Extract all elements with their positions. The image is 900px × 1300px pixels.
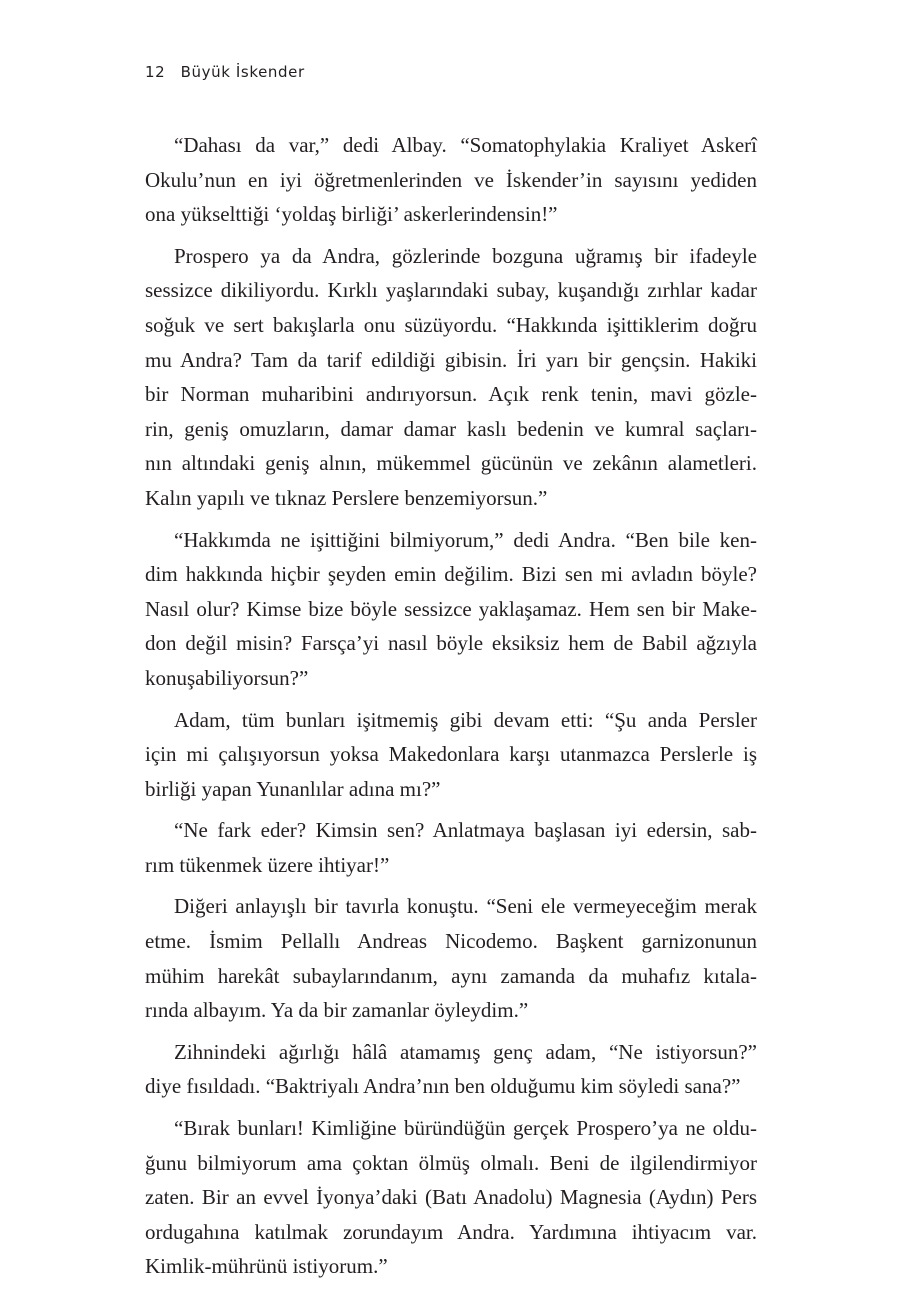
text-line: dim hakkında hiçbir şeyden emin değilim. Bizi sen mi avladın böyle? bbox=[145, 562, 757, 587]
text-line: ğunu bilmiyorum ama çoktan ölmüş olmalı. Beni de ilgilendirmiyor bbox=[145, 1150, 757, 1175]
body-text bbox=[145, 128, 757, 1291]
running-head bbox=[145, 63, 305, 81]
text-line: bir Norman muharibini andırıyorsun. Açık renk tenin, mavi gözle- bbox=[145, 382, 757, 407]
paragraph bbox=[145, 889, 757, 1027]
text-line: Nasıl olur? Kimse bize böyle sessizce yaklaşamaz. Hem sen bir Make- bbox=[145, 596, 757, 621]
text-line: Zihnindeki ağırlığı hâlâ atamamış genç adam, “Ne istiyorsun?” bbox=[174, 1039, 757, 1064]
text-line: mühim harekât subaylarındanım, aynı zamanda da muhafız kıtala- bbox=[145, 963, 757, 988]
text-line: zaten. Bir an evvel İyonya’daki (Batı Anadolu) Magnesia (Aydın) Pers bbox=[145, 1185, 757, 1210]
paragraph bbox=[145, 703, 757, 807]
text-line: “Ne fark eder? Kimsin sen? Anlatmaya başlasan iyi edersin, sab- bbox=[174, 818, 757, 843]
text-line: rım tükenmek üzere ihtiyar!” bbox=[145, 852, 390, 877]
text-line: Kalın yapılı ve tıknaz Perslere benzemiyorsun.” bbox=[145, 485, 548, 510]
paragraph bbox=[145, 128, 757, 232]
text-line: “Hakkımda ne işittiğini bilmiyorum,” dedi Andra. “Ben bile ken- bbox=[174, 527, 757, 552]
text-line: rin, geniş omuzların, damar damar kaslı bedenin ve kumral saçları- bbox=[145, 416, 757, 441]
text-line: Adam, tüm bunları işitmemiş gibi devam etti: “Şu anda Persler bbox=[174, 707, 757, 732]
text-line: ona yükselttiği ‘yoldaş birliği’ askerlerindensin!” bbox=[145, 202, 558, 227]
text-line: etme. İsmim Pellallı Andreas Nicodemo. Başkent garnizonunun bbox=[145, 929, 757, 954]
text-line: ordugahına katılmak zorundayım Andra. Yardımına ihtiyacım var. bbox=[145, 1219, 757, 1244]
text-line: mu Andra? Tam da tarif edildiği gibisin. İri yarı bir gençsin. Hakiki bbox=[145, 347, 757, 372]
text-line: diye fısıldadı. “Baktriyalı Andra’nın ben olduğumu kim söyledi sana?” bbox=[145, 1074, 741, 1099]
text-line: soğuk ve sert bakışlarla onu süzüyordu. “Hakkında işittiklerim doğru bbox=[145, 312, 757, 337]
text-line: rında albayım. Ya da bir zamanlar öyleydim.” bbox=[145, 998, 529, 1023]
text-line: konuşabiliyorsun?” bbox=[145, 665, 309, 690]
text-line: birliği yapan Yunanlılar adına mı?” bbox=[145, 776, 441, 801]
text-line: Kimlik-mührünü istiyorum.” bbox=[145, 1254, 388, 1279]
text-line: “Dahası da var,” dedi Albay. “Somatophylakia Kraliyet Askerî bbox=[174, 133, 757, 157]
text-line: Prospero ya da Andra, gözlerinde bozguna uğramış bir ifadeyle bbox=[174, 243, 757, 268]
text-line: don değil misin? Farsça’yi nasıl böyle eksiksiz hem de Babil ağzıyla bbox=[145, 631, 757, 656]
text-line: Diğeri anlayışlı bir tavırla konuştu. “Seni ele vermeyeceğim merak bbox=[174, 894, 757, 919]
text-line: Okulu’nun en iyi öğretmenlerinden ve İskender’in sayısını yediden bbox=[145, 167, 757, 192]
text-line: için mi çalışıyorsun yoksa Makedonlara karşı utanmazca Perslerle iş bbox=[145, 742, 757, 767]
text-line: nın altındaki geniş alnın, mükemmel gücünün ve zekânın alametleri. bbox=[145, 451, 757, 476]
text-line: “Bırak bunları! Kimliğine büründüğün gerçek Prospero’ya ne oldu- bbox=[174, 1116, 757, 1141]
paragraph bbox=[145, 813, 757, 882]
book-title: Büyük İskender bbox=[180, 63, 305, 81]
paragraph bbox=[145, 1035, 757, 1104]
paragraph bbox=[145, 1111, 757, 1284]
paragraph bbox=[145, 239, 757, 516]
page-number: 12 bbox=[145, 63, 166, 81]
text-line: sessizce dikiliyordu. Kırklı yaşlarındaki subay, kuşandığı zırhlar kadar bbox=[145, 278, 757, 303]
paragraph bbox=[145, 523, 757, 696]
